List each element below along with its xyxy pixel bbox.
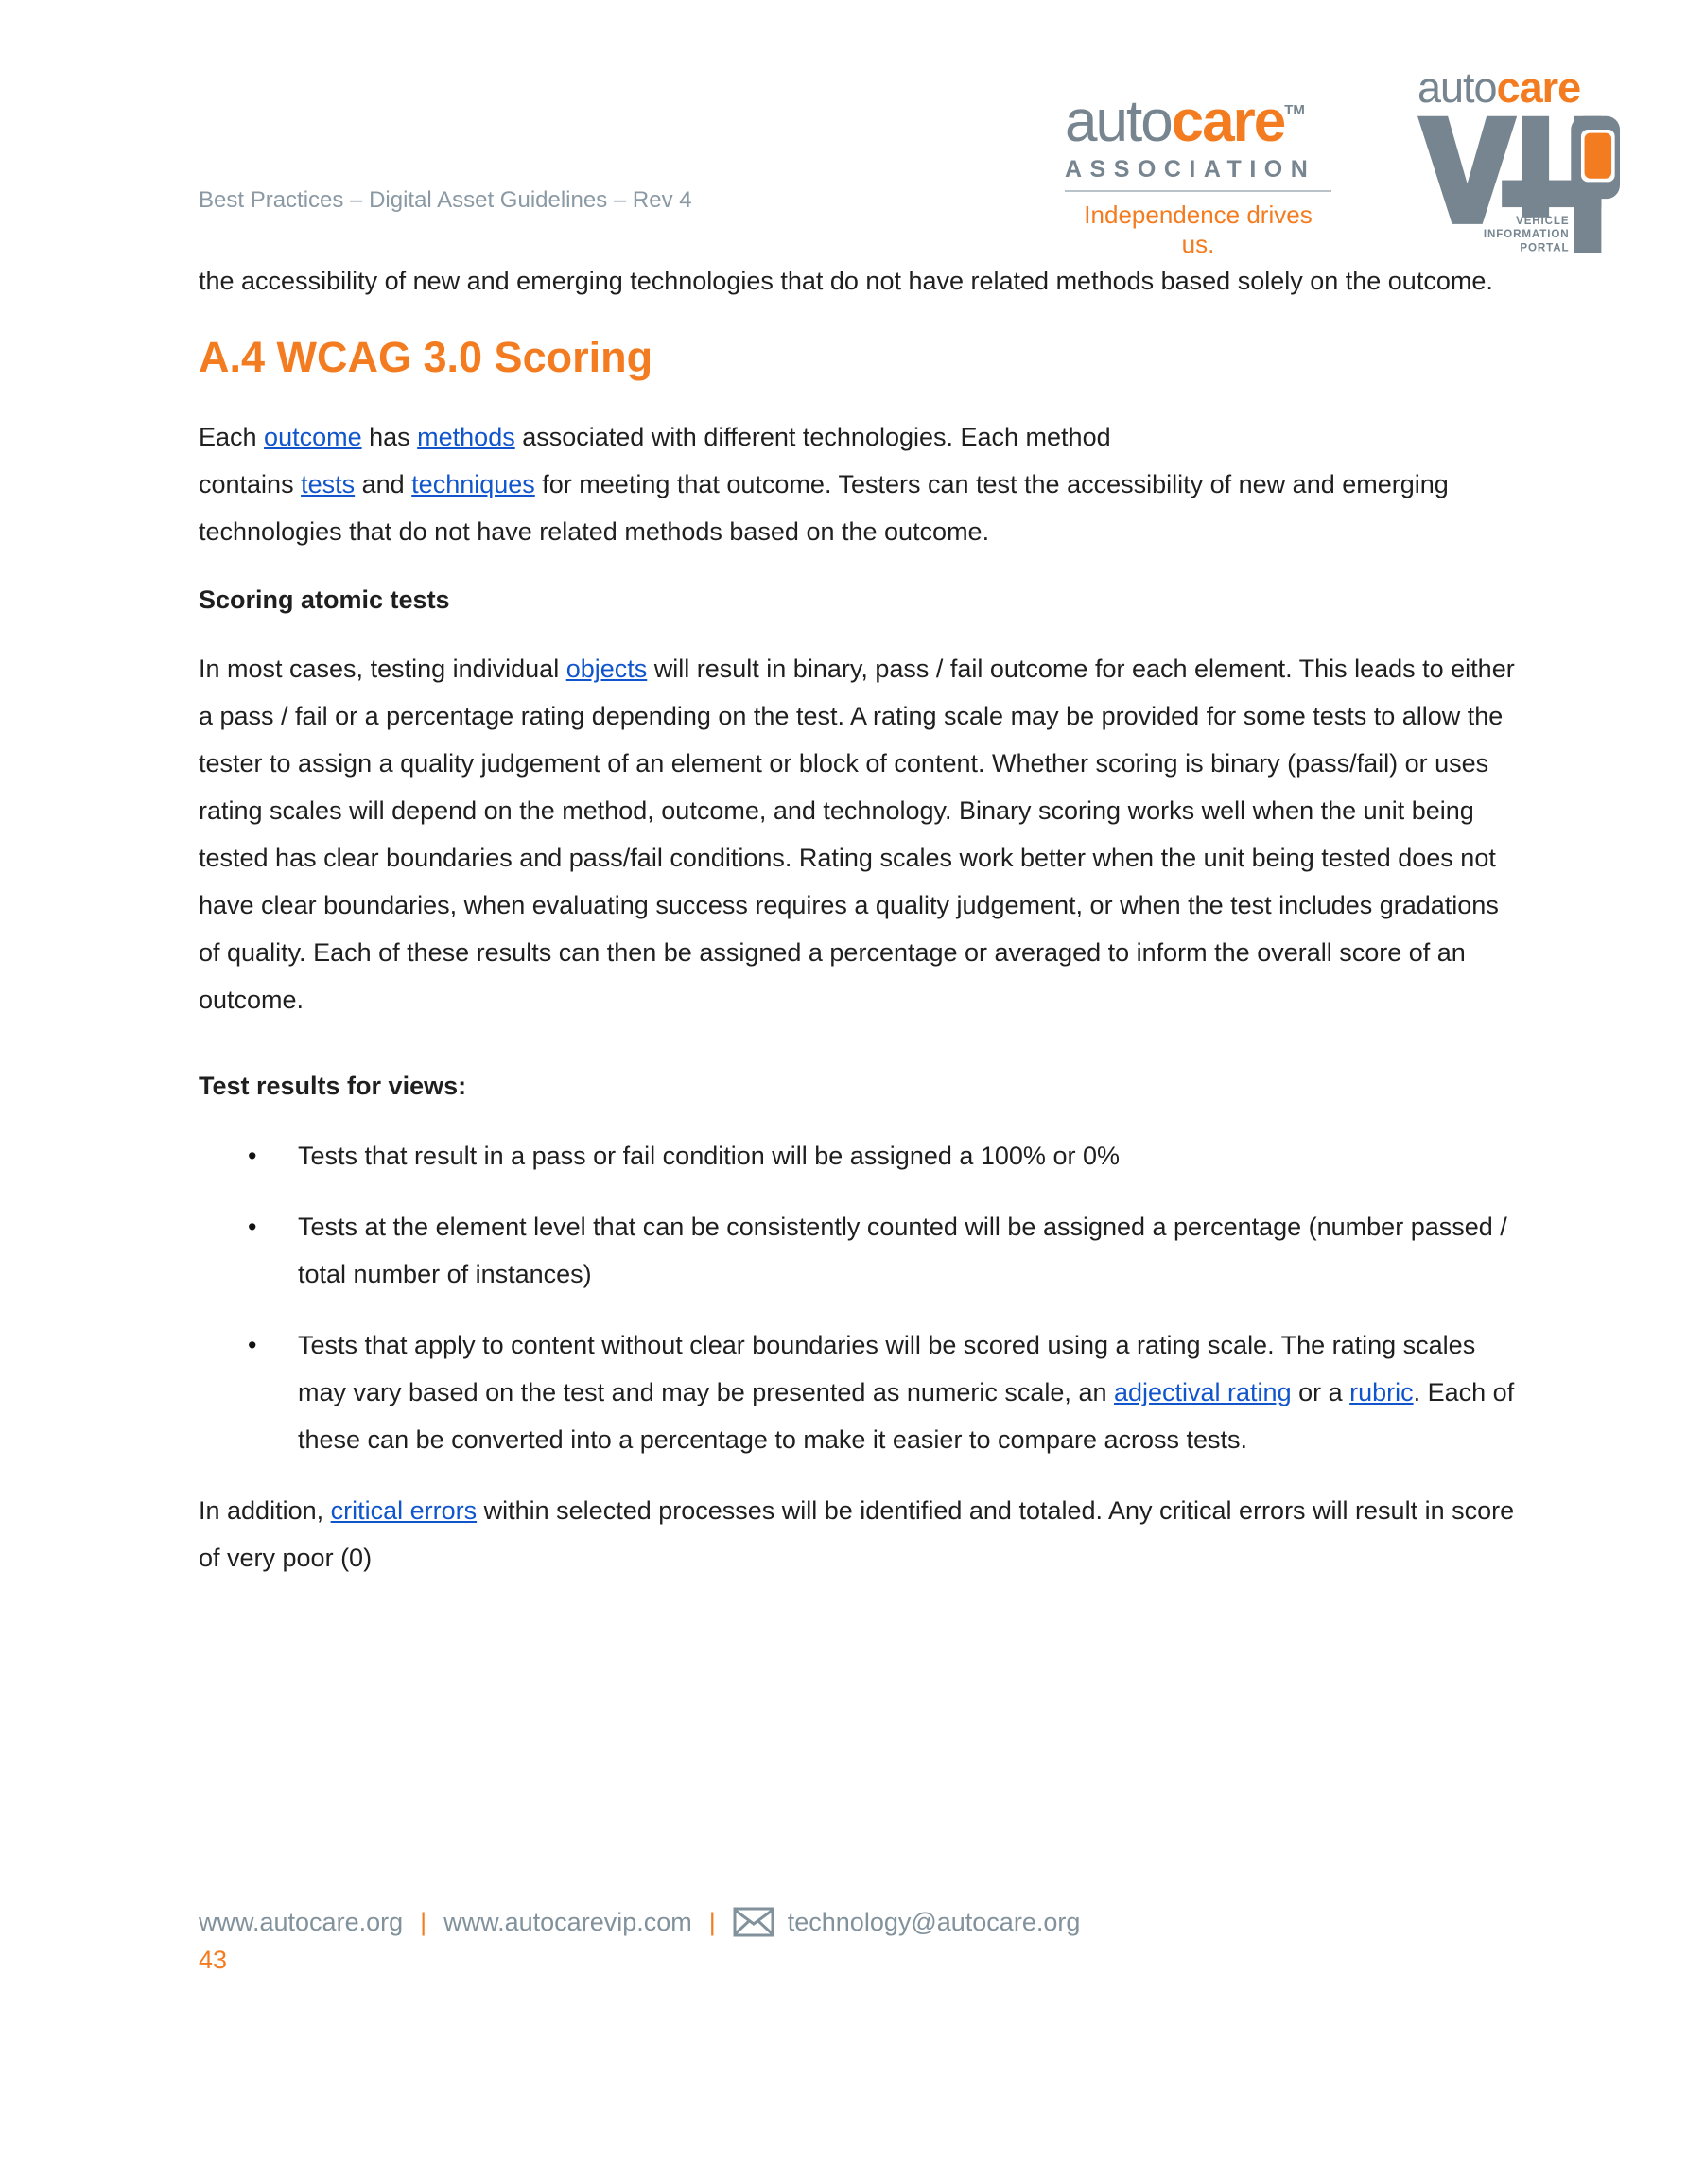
association-subtitle: ASSOCIATION [1065, 156, 1316, 183]
link-rubric[interactable]: rubric [1349, 1378, 1414, 1406]
vip-caption-line: INFORMATION [1483, 229, 1570, 241]
text-run: Tests that apply to content without clear boundaries will be scored using a rating scale. The rating scales may vary based on the test and may be presented as numeric scale, an [298, 1331, 1476, 1406]
footer-links-row [199, 1907, 1080, 1937]
link-adjectival-rating[interactable]: adjectival rating [1113, 1378, 1292, 1406]
link-tests[interactable]: tests [301, 470, 356, 498]
footer-link-autocarevip-com[interactable]: www.autocarevip.com [443, 1907, 692, 1936]
text-run: . Each of these can be converted into a percentage to make it easier to compare across tests. [298, 1378, 1515, 1454]
brand-care-text: care [1171, 89, 1285, 154]
text-run: the accessibility of new and emerging technologies that do not have related methods based solely on the outcome. [199, 267, 1493, 295]
brand-care-text: care [1496, 63, 1581, 112]
brand-auto-text: auto [1417, 63, 1497, 112]
methods-paragraph [199, 413, 1522, 555]
vip-wordmark [1417, 63, 1627, 112]
association-tagline: Independence drives us. [1084, 201, 1313, 258]
envelope-icon [733, 1907, 774, 1937]
footer-separator: | [420, 1907, 427, 1936]
bullet-icon: • [248, 1331, 257, 1359]
text-run: Each [199, 423, 265, 451]
text-run: associated with different technologies. Each method [514, 423, 1111, 451]
list-item-text [298, 1331, 1514, 1454]
autocare-association-wordmark [1065, 89, 1348, 154]
bullet-icon: • [248, 1142, 257, 1170]
link-outcome[interactable]: outcome [264, 423, 362, 451]
document-body [199, 186, 1522, 1581]
critical-errors-paragraph [199, 1487, 1522, 1581]
subheading-test-results-for-views: Test results for views: [199, 1072, 467, 1100]
text-run: contains [199, 470, 302, 498]
vip-caption-line: PORTAL [1520, 242, 1570, 254]
link-techniques[interactable]: techniques [411, 470, 535, 498]
list-item [199, 1321, 1522, 1463]
brand-auto-text: auto [1065, 89, 1172, 154]
link-methods[interactable]: methods [417, 423, 515, 451]
text-run: Tests that result in a pass or fail condition will be assigned a 100% or 0% [298, 1142, 1120, 1170]
text-run: will result in binary, pass / fail outcome for each element. This leads to either a pass / fail or a percentage rating depending on the test. A rating scale may be provided for some tests to allow the tester to assign a quality judgement of an element or block of content. Whether scoring is binary (pass/fail) or uses rating scales will depend on the method, outcome, and technology. Binary scoring works well when the unit being tested has clear boundaries and pass/fail conditions. Rating scales work better when the unit being tested does not have clear boundaries, when evaluating success requires a quality judgement, or when the test includes gradations of quality. Each of these results can then be assigned a percentage or averaged to inform the overall score of an outcome. [199, 655, 1515, 1014]
text-run: within selected processes will be identified and totaled. Any critical errors will result in score of very poor (0) [199, 1496, 1515, 1572]
vip-caption-line: VEHICLE [1516, 215, 1570, 227]
section-heading: A.4 WCAG 3.0 Scoring [199, 333, 653, 381]
list-item-text [298, 1142, 1120, 1170]
atomic-tests-paragraph [199, 645, 1522, 1023]
bullet-icon: • [248, 1213, 257, 1241]
link-objects[interactable]: objects [565, 655, 648, 683]
text-run: or a [1291, 1378, 1350, 1406]
page-footer [199, 1907, 1080, 1975]
list-item-text [298, 1213, 1507, 1288]
intro-paragraph [199, 257, 1522, 305]
text-run: and [355, 470, 412, 498]
test-results-list [199, 1132, 1522, 1463]
subheading-scoring-atomic-tests: Scoring atomic tests [199, 585, 450, 614]
footer-link-autocare-org[interactable]: www.autocare.org [199, 1907, 404, 1936]
text-run: has [361, 423, 418, 451]
text-run: Tests at the element level that can be consistently counted will be assigned a percentage (number passed / total number of instances) [298, 1213, 1507, 1288]
trademark-symbol: TM [1284, 102, 1305, 118]
running-header-title: Best Practices – Digital Asset Guidelines – Rev 4 [199, 187, 692, 213]
link-critical-errors[interactable]: critical errors [330, 1496, 478, 1525]
page-number: 43 [199, 1946, 228, 1974]
list-item [199, 1132, 1522, 1179]
footer-email-link[interactable]: technology@autocare.org [787, 1907, 1081, 1936]
text-run: In addition, [199, 1496, 331, 1525]
text-run: In most cases, testing individual [199, 655, 566, 683]
list-item [199, 1203, 1522, 1298]
text-run: for meeting that outcome. Testers can test the accessibility of new and emerging technologies that do not have related methods based on the outcome. [199, 470, 1449, 546]
footer-separator: | [708, 1907, 716, 1936]
